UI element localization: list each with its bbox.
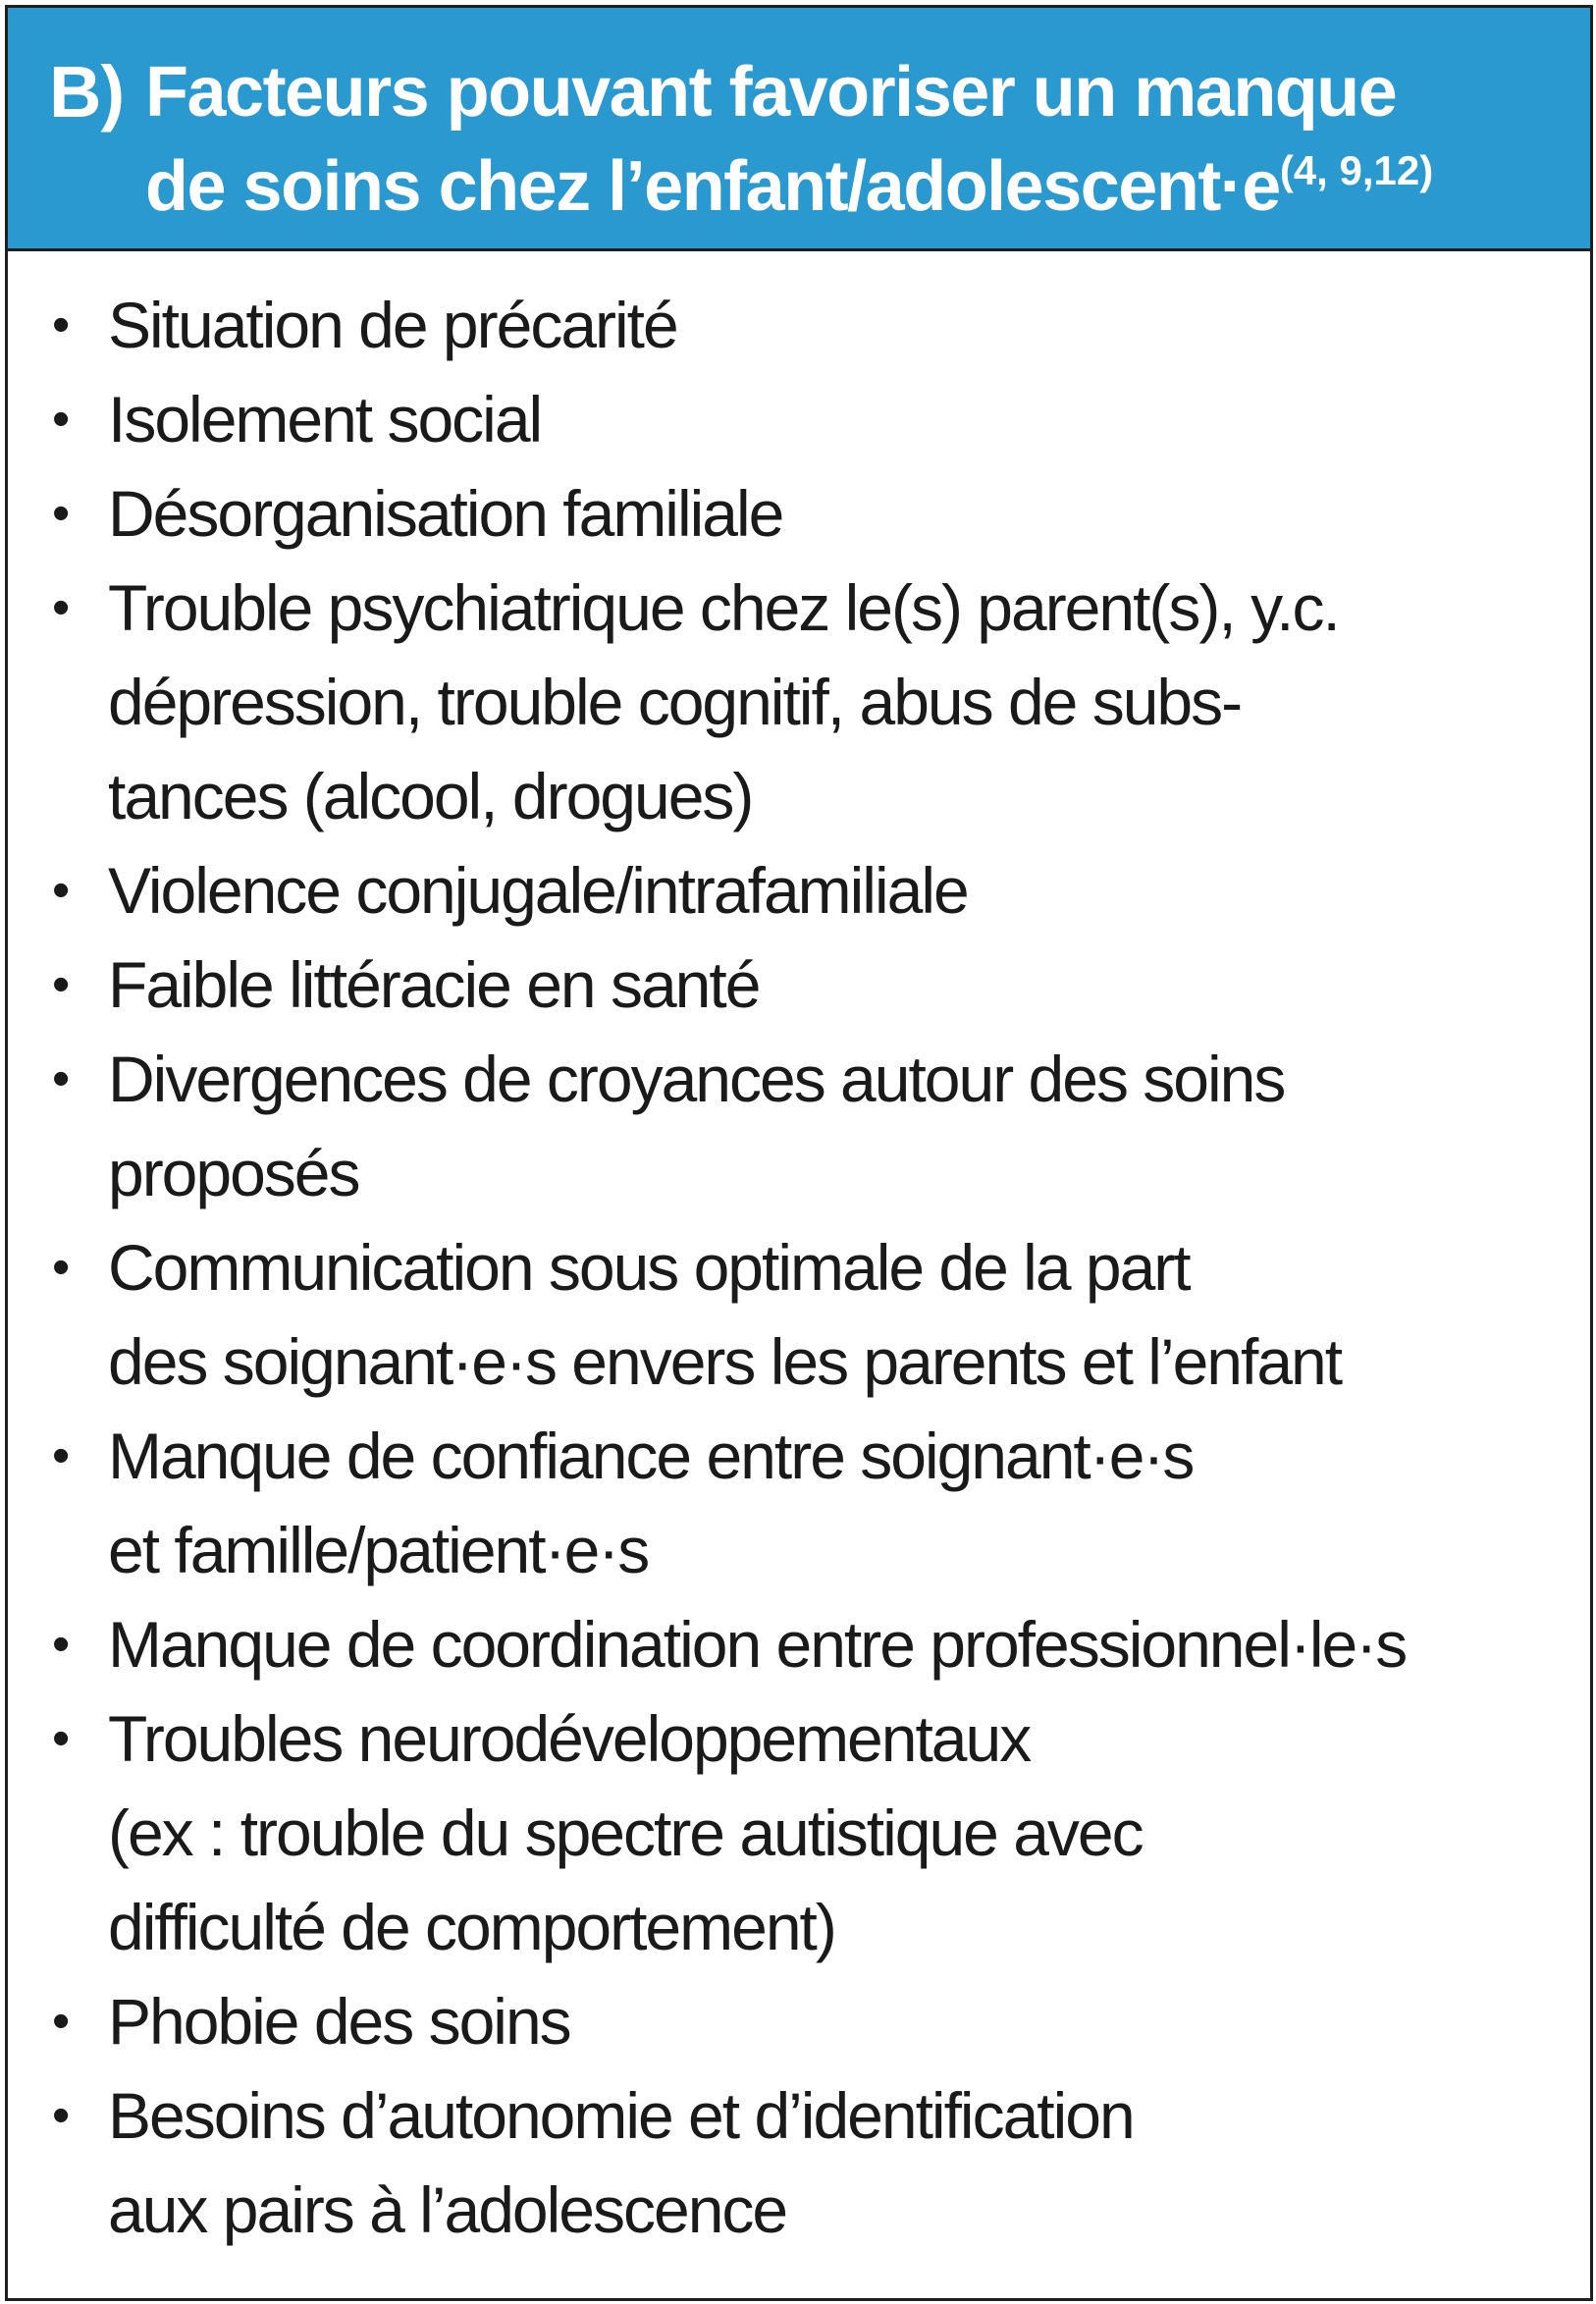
list-item-line: Phobie des soins bbox=[108, 1985, 570, 2058]
list-item-line: Violence conjugale/intrafamiliale bbox=[108, 854, 968, 927]
list-item bbox=[8, 1032, 1590, 1220]
list-item-line: Manque de confiance entre soignant·e·s bbox=[108, 1420, 1194, 1492]
list-item-line: Divergences de croyances autour des soins bbox=[108, 1043, 1285, 1115]
list-item bbox=[8, 466, 1590, 561]
list-item bbox=[8, 561, 1590, 843]
list-item-line: proposés bbox=[108, 1137, 359, 1209]
list-item-line: des soignant·e·s envers les parents et l’enfant bbox=[108, 1325, 1342, 1398]
list-item bbox=[8, 1597, 1590, 1691]
title-line-1: Facteurs pouvant favoriser un manque bbox=[145, 53, 1397, 132]
box-header bbox=[8, 8, 1590, 251]
list-item-line: et famille/patient·e·s bbox=[108, 1514, 649, 1586]
bullet-icon: • bbox=[52, 485, 69, 542]
bullet-icon: • bbox=[52, 1239, 69, 1296]
list-item-line: Désorganisation familiale bbox=[108, 477, 783, 550]
bullet-icon: • bbox=[52, 1050, 69, 1107]
list-item-line: Besoins d’autonomie et d’identification bbox=[108, 2079, 1134, 2152]
list-item-line: Faible littéracie en santé bbox=[108, 948, 760, 1021]
reference-superscript: (4, 9,12) bbox=[1279, 147, 1434, 193]
list-item-line: dépression, trouble cognitif, abus de subs- bbox=[108, 666, 1242, 738]
factor-list bbox=[8, 278, 1590, 2257]
bullet-icon: • bbox=[52, 2087, 69, 2144]
bullet-icon: • bbox=[52, 956, 69, 1013]
section-letter: B) bbox=[49, 51, 125, 133]
list-item bbox=[8, 1974, 1590, 2068]
bullet-icon: • bbox=[52, 1993, 69, 2050]
list-item-line: Situation de précarité bbox=[108, 289, 677, 361]
bullet-icon: • bbox=[52, 862, 69, 919]
list-item bbox=[8, 1691, 1590, 1974]
list-item-line: Trouble psychiatrique chez le(s) parent(s), y.c. bbox=[108, 571, 1339, 644]
list-item-line: aux pairs à l’adolescence bbox=[108, 2173, 787, 2246]
bullet-icon: • bbox=[52, 391, 69, 448]
list-item-line: Manque de coordination entre professionnel·le·s bbox=[108, 1608, 1407, 1681]
title-line-2 bbox=[145, 139, 1559, 234]
bullet-icon: • bbox=[52, 579, 69, 636]
factors-box bbox=[5, 5, 1593, 2301]
list-item-line: tances (alcool, drogues) bbox=[108, 760, 753, 832]
bullet-icon: • bbox=[52, 1710, 69, 1767]
list-item bbox=[8, 1220, 1590, 1409]
bullet-icon: • bbox=[52, 296, 69, 353]
bullet-icon: • bbox=[52, 1427, 69, 1484]
list-item-line: (ex : trouble du spectre autistique avec bbox=[108, 1796, 1143, 1869]
list-item-line: Communication sous optimale de la part bbox=[108, 1231, 1190, 1304]
list-item bbox=[8, 372, 1590, 466]
list-item bbox=[8, 843, 1590, 938]
list-item bbox=[8, 278, 1590, 372]
title-line-2-text: de soins chez l’enfant/adolescent·e bbox=[145, 147, 1280, 226]
section-title bbox=[145, 45, 1559, 234]
bullet-icon: • bbox=[52, 1616, 69, 1673]
list-item bbox=[8, 1409, 1590, 1597]
list-item bbox=[8, 938, 1590, 1032]
list-item-line: difficulté de comportement) bbox=[108, 1891, 835, 1963]
list-item bbox=[8, 2068, 1590, 2257]
list-item-line: Troubles neurodéveloppementaux bbox=[108, 1702, 1031, 1775]
list-item-line: Isolement social bbox=[108, 383, 542, 455]
